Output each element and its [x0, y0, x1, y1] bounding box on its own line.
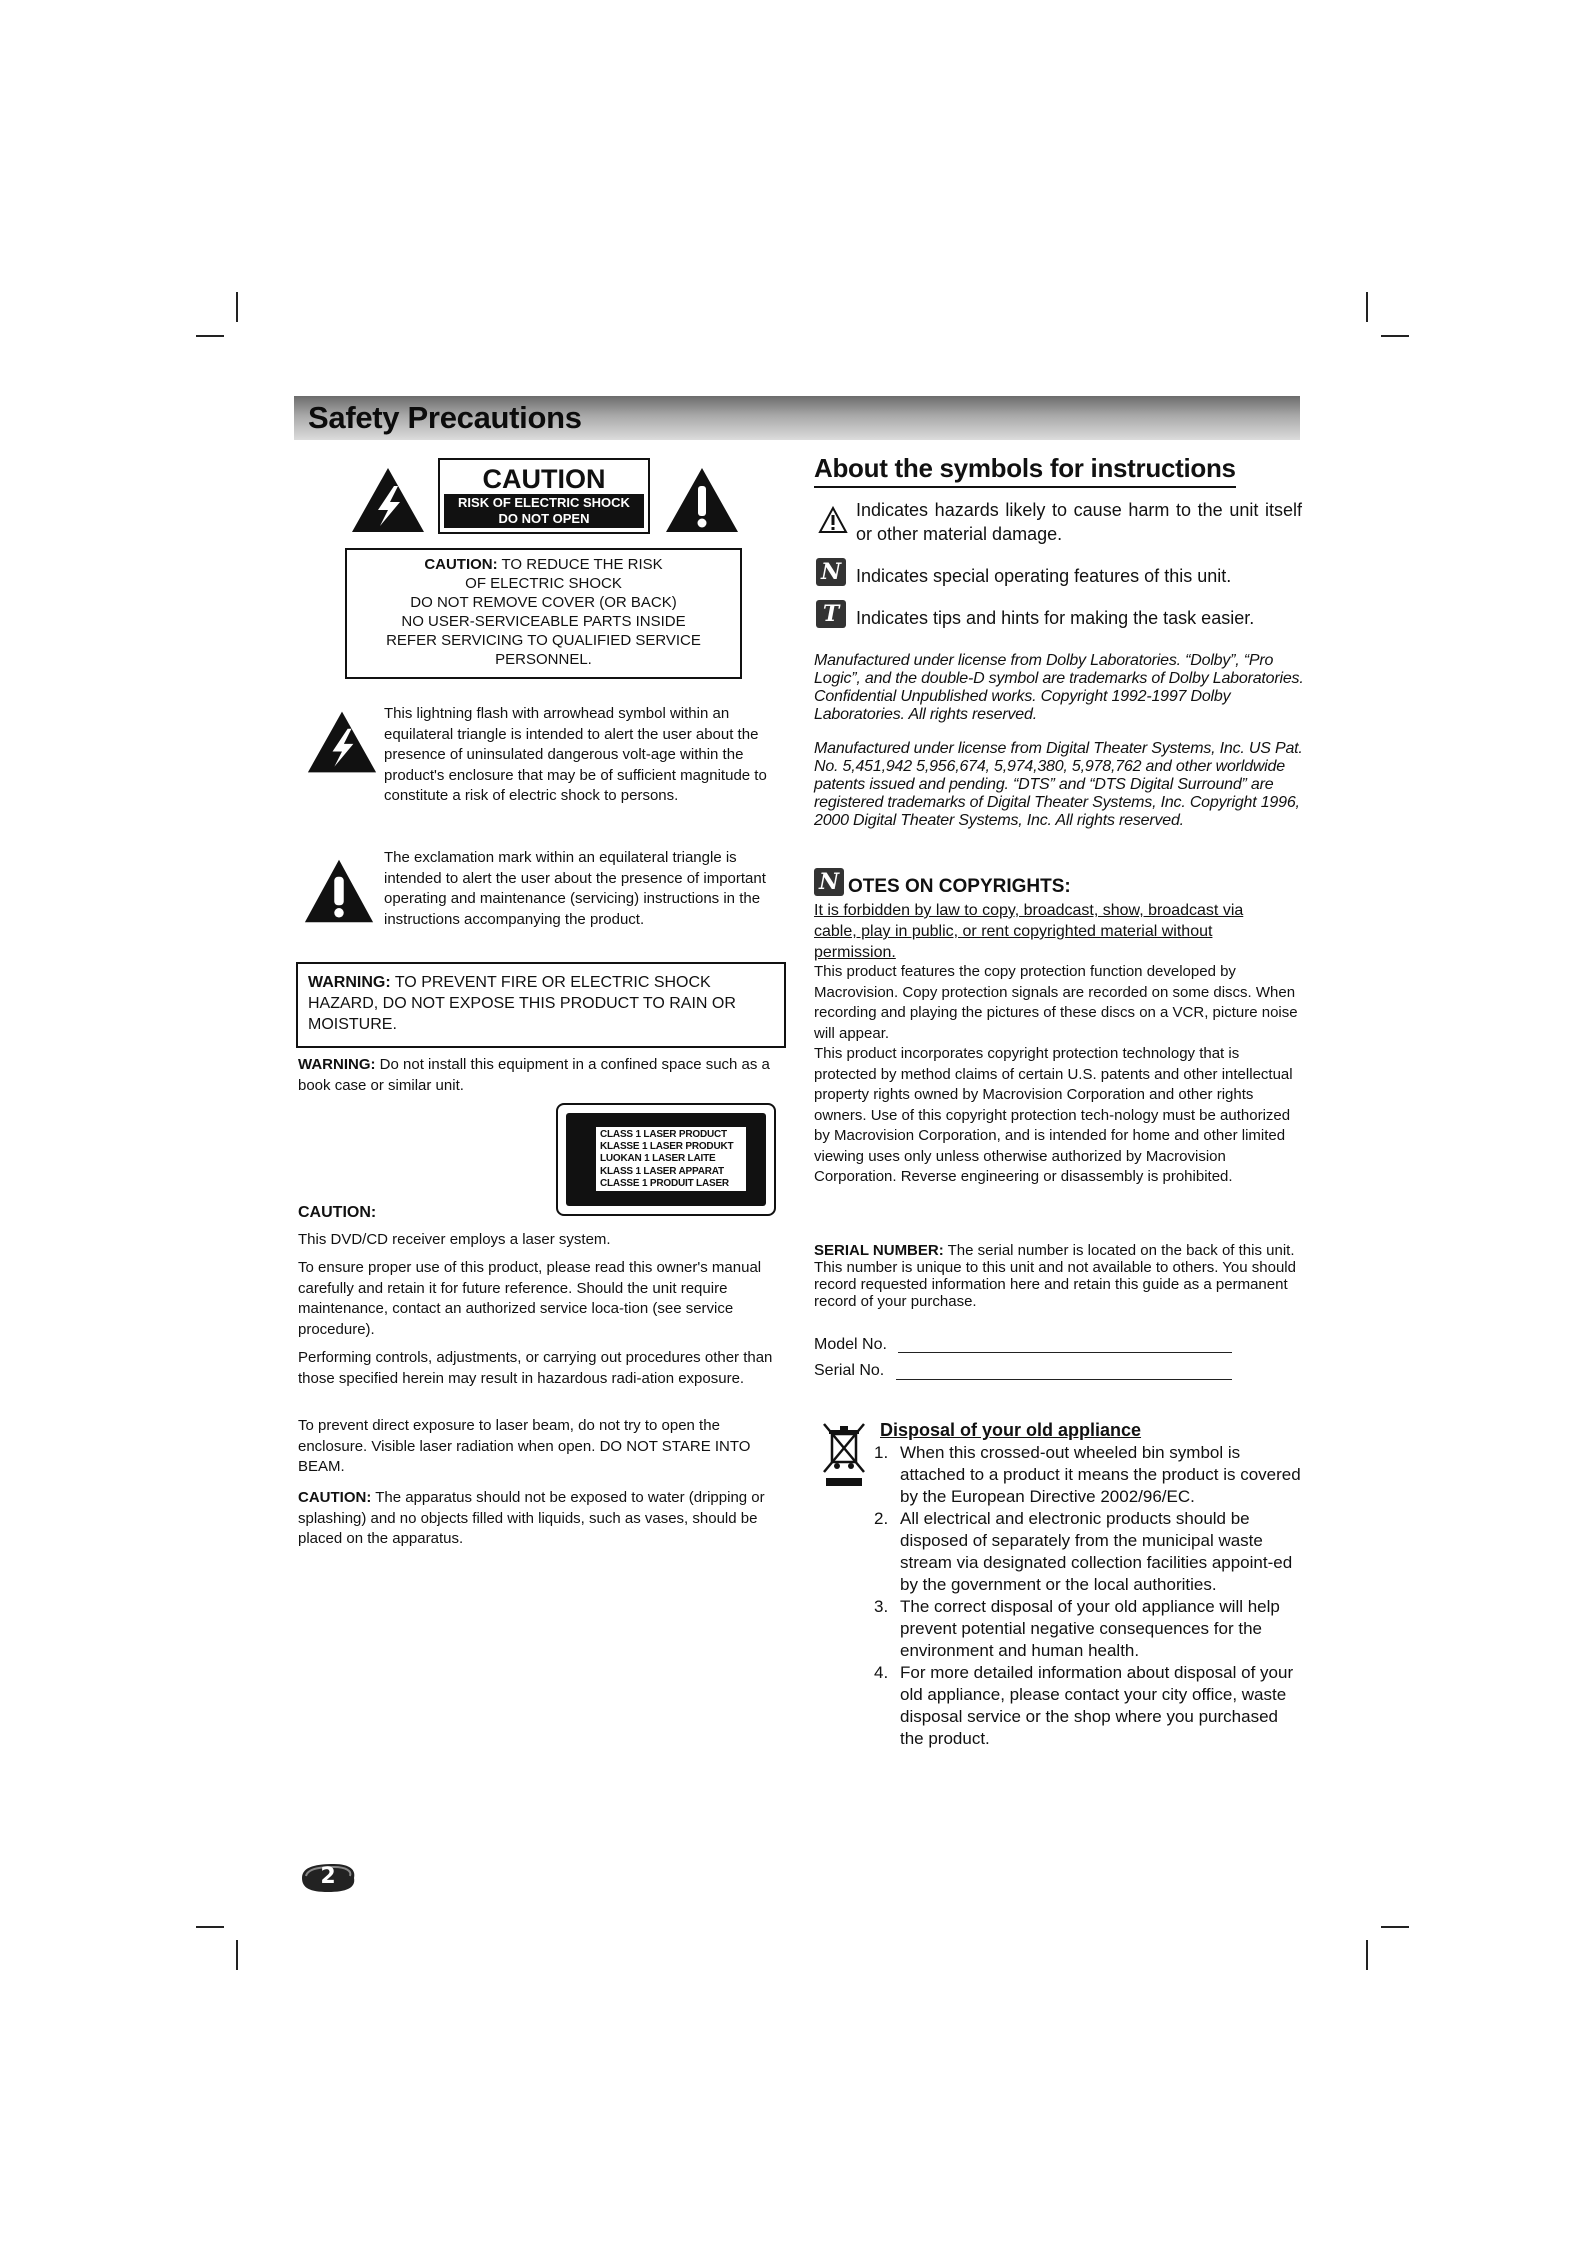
- exclamation-warning-icon: [664, 466, 740, 534]
- copyright-note-icon: N: [814, 868, 844, 896]
- list-item-text: The correct disposal of your old appliance will help prevent potential negative consequences for the environment and human health.: [900, 1597, 1280, 1660]
- dolby-notice: Manufactured under license from Dolby Laboratories. “Dolby”, “Pro Logic”, and the double-D symbol are trademarks of Dolby Laboratories. Confidential Unpublished works. Copyright 1992-1997 Dolby Laboratories. All rights reserved.: [814, 652, 1304, 723]
- disposal-list: [874, 1442, 1304, 1750]
- caution-line: REFER SERVICING TO QUALIFIED SERVICE: [386, 632, 701, 649]
- caution-paragraph: Performing controls, adjustments, or carrying out procedures other than those specified herein may result in hazardous radi-ation exposure.: [298, 1349, 773, 1387]
- caution-line: DO NOT REMOVE COVER (OR BACK): [410, 594, 677, 611]
- note-description: Indicates special operating features of this unit.: [856, 566, 1232, 586]
- laser-product-label: [556, 1103, 776, 1216]
- page-title: Safety Precautions: [308, 400, 582, 435]
- symbols-heading: About the symbols for instructions: [814, 453, 1236, 488]
- copyright-prohibition: It is forbidden by law to copy, broadcast, show, broadcast via cable, play in public, or rent copyrighted material without permission.: [814, 902, 1244, 961]
- list-item-number: 3.: [874, 1597, 889, 1616]
- caution-lead: CAUTION:: [424, 556, 498, 573]
- model-no-field[interactable]: [898, 1352, 1232, 1353]
- list-item-text: For more detailed information about disposal of your old appliance, please contact your city office, waste disposal service or the shop where you purchased the product.: [900, 1663, 1294, 1748]
- serial-number-text: The serial number is located on the back of this unit. This number is unique to this unit and not available to others. You should record requested information here and retain this guide as a permanent record of your purchase.: [814, 1242, 1296, 1310]
- caution-heading: CAUTION:: [298, 1204, 377, 1221]
- crop-mark: [1381, 335, 1409, 337]
- macrovision-paragraph: This product incorporates copyright protection technology that is protected by method claims of certain U.S. patents and other intellectual property rights owned by Macrovision Corporation and other rights owners. Use of this copyright protection tech-nology must be authorized by Macrovision Corporation, and is intended for home and other limited viewing uses only unless otherwise authorized by Macrovision Corporation. Reverse engineering or disassembly is prohibited.: [814, 1045, 1293, 1185]
- caution-strip-line: RISK OF ELECTRIC SHOCK: [458, 495, 630, 510]
- list-item: [874, 1662, 1304, 1750]
- install-warning-lead: WARNING:: [298, 1056, 376, 1073]
- caution-line: PERSONNEL.: [495, 651, 592, 668]
- caution-title: CAUTION: [482, 464, 606, 494]
- warning-lead: WARNING:: [308, 974, 391, 991]
- list-item: [874, 1442, 1304, 1508]
- serial-no-label: Serial No.: [814, 1362, 885, 1379]
- serial-number-lead: SERIAL NUMBER:: [814, 1242, 944, 1259]
- caution-water-text: The apparatus should not be exposed to water (dripping or splashing) and no objects filled with liquids, such as vases, should be placed on the apparatus.: [298, 1489, 765, 1547]
- note-icon: N: [816, 558, 846, 586]
- laser-line: KLASSE 1 LASER PRODUKT: [600, 1141, 734, 1153]
- hazard-description: Indicates hazards likely to cause harm to the unit itself or other material damage.: [856, 500, 1302, 544]
- lightning-warning-icon: [350, 466, 426, 534]
- disposal-heading: Disposal of your old appliance: [880, 1420, 1142, 1440]
- caution-label: [438, 458, 650, 534]
- list-item-number: 2.: [874, 1509, 889, 1528]
- laser-line: CLASSE 1 PRODUIT LASER: [600, 1177, 729, 1189]
- page-number-badge: [298, 1862, 358, 1894]
- caution-reduce-box: [345, 548, 742, 679]
- caution-paragraph: This DVD/CD receiver employs a laser system.: [298, 1231, 611, 1248]
- warning-text: TO PREVENT FIRE OR ELECTRIC SHOCK HAZARD, DO NOT EXPOSE THIS PRODUCT TO RAIN OR MOISTURE.: [308, 974, 736, 1033]
- caution-strip: [444, 494, 644, 528]
- exclamation-description: The exclamation mark within an equilateral triangle is intended to alert the user about the presence of important operating and maintenance (servicing) instructions in the instructions accompanying the product.: [384, 849, 766, 928]
- laser-line: KLASS 1 LASER APPARAT: [600, 1165, 724, 1177]
- macrovision-paragraph: This product features the copy protection function developed by Macrovision. Copy protection signals are recorded on some discs. When recording and playing the pictures of these discs on a VCR, picture noise will appear.: [814, 963, 1298, 1042]
- list-item-text: When this crossed-out wheeled bin symbol is attached to a product it means the product is covered by the European Directive 2002/96/EC.: [900, 1443, 1301, 1506]
- list-item-text: All electrical and electronic products should be disposed of separately from the municipal waste stream via designated collection facilities appoint-ed by the government or the local authorities.: [900, 1509, 1293, 1594]
- lightning-triangle-icon: [306, 708, 378, 776]
- list-item-number: 4.: [874, 1663, 889, 1682]
- section-banner: [294, 396, 1300, 440]
- caution-paragraph: To prevent direct exposure to laser beam, do not try to open the enclosure. Visible laser radiation when open. DO NOT STARE INTO BEAM.: [298, 1417, 751, 1475]
- crop-mark: [236, 1940, 238, 1970]
- laser-line: LUOKAN 1 LASER LAITE: [600, 1153, 716, 1165]
- caution-water-lead: CAUTION:: [298, 1489, 372, 1506]
- crossed-out-bin-icon: [820, 1420, 868, 1490]
- copyright-heading: OTES ON COPYRIGHTS:: [848, 876, 1071, 897]
- caution-line: OF ELECTRIC SHOCK: [465, 575, 622, 592]
- exclamation-triangle-icon: [303, 856, 375, 926]
- caution-strip-line: DO NOT OPEN: [498, 511, 590, 526]
- crop-mark: [1381, 1926, 1409, 1928]
- list-item: [874, 1508, 1304, 1596]
- laser-label-frame: [566, 1113, 766, 1206]
- serial-no-field[interactable]: [896, 1379, 1232, 1380]
- laser-line: CLASS 1 LASER PRODUCT: [600, 1129, 727, 1140]
- lightning-description: This lightning flash with arrowhead symbol within an equilateral triangle is intended to alert the user about the presence of uninsulated dangerous volt-age within the product's enclosure that may be of sufficient magnitude to constitute a risk of electric shock to persons.: [384, 705, 767, 804]
- model-no-label: Model No.: [814, 1336, 887, 1353]
- serial-number-paragraph: [814, 1242, 1304, 1310]
- tip-icon: T: [816, 600, 846, 628]
- caution-water-paragraph: [298, 1488, 788, 1550]
- caution-line: TO REDUCE THE RISK: [497, 556, 663, 573]
- warning-box: [296, 962, 786, 1048]
- tip-description: Indicates tips and hints for making the task easier.: [856, 608, 1255, 628]
- hazard-caution-icon: [818, 506, 848, 534]
- install-warning-text: Do not install this equipment in a confined space such as a book case or similar unit.: [298, 1056, 770, 1094]
- list-item: [874, 1596, 1304, 1662]
- dts-notice: Manufactured under license from Digital Theater Systems, Inc. US Pat. No. 5,451,942 5,956,674, 5,974,380, 5,978,762 and other worldwide patents issued and pending. “DTS” and “DTS Digital Surround” are registered trademarks of Digital Theater Systems, Inc. Copyright 1996, 2000 Digital Theater Systems, Inc. All rights reserved.: [814, 740, 1303, 829]
- caution-paragraph: To ensure proper use of this product, please read this owner's manual carefully and retain it for future reference. Should the unit require maintenance, contact an authorized service loca-tion (see service procedure).: [298, 1259, 762, 1338]
- laser-label-text: [596, 1127, 746, 1191]
- crop-mark: [196, 335, 224, 337]
- page-number: 2: [320, 1864, 336, 1889]
- crop-mark: [196, 1926, 224, 1928]
- crop-mark: [1366, 292, 1368, 322]
- list-item-number: 1.: [874, 1443, 889, 1462]
- crop-mark: [1366, 1940, 1368, 1970]
- install-warning: [298, 1055, 788, 1096]
- caution-line: NO USER-SERVICEABLE PARTS INSIDE: [401, 613, 686, 630]
- crop-mark: [236, 292, 238, 322]
